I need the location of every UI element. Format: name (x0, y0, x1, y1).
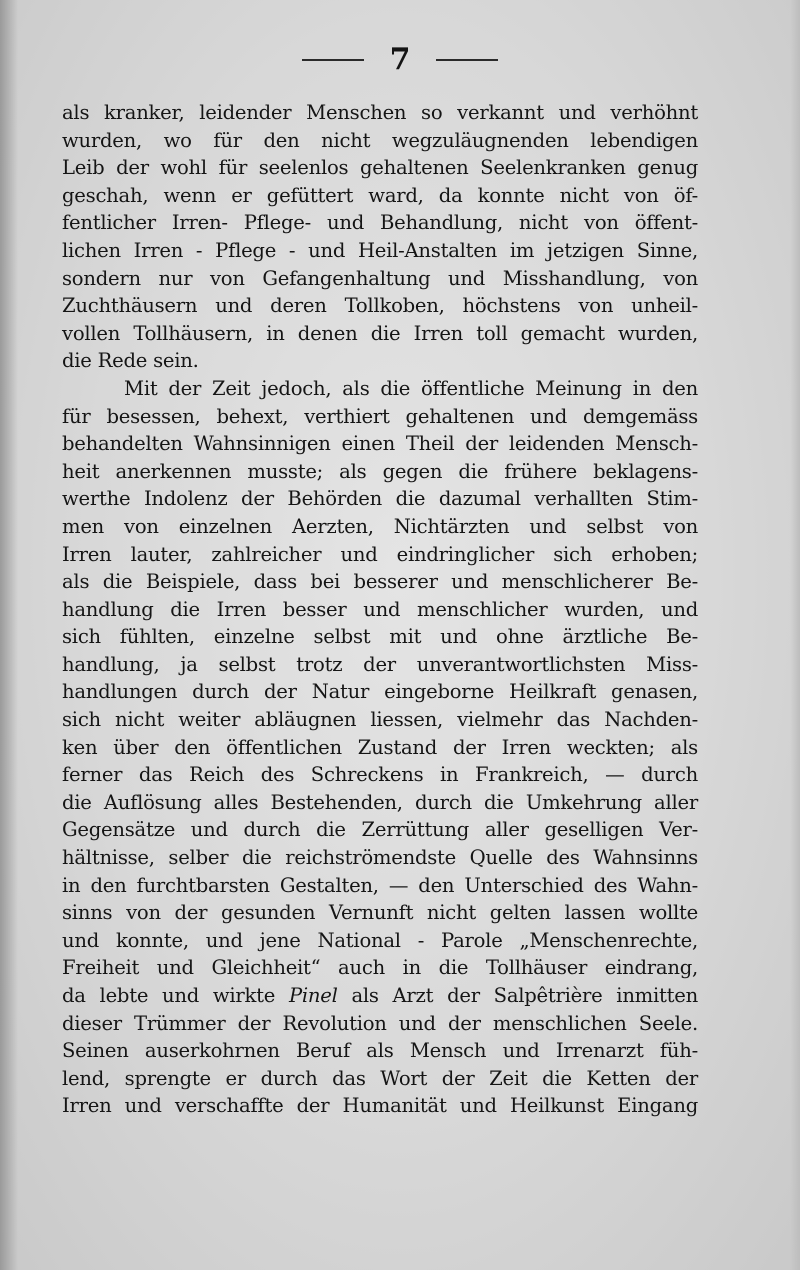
paragraph-2 (62, 375, 698, 1120)
text-line: handlungen durch der Natur eingeborne Heilkraft genasen, (62, 680, 698, 704)
emphasized-name: Pinel (288, 984, 338, 1007)
text-line: vollen Tollhäusern, in denen die Irren toll gemacht wurden, (62, 321, 698, 345)
page-header (0, 42, 800, 77)
text-line: lichen Irren - Pflege - und Heil-Anstalten im jetzigen Sinne, (62, 238, 698, 262)
text-line: lend, sprengte er durch das Wort der Zeit die Ketten der (62, 1066, 698, 1090)
body-text (62, 99, 698, 1120)
page-number: 7 (389, 42, 411, 77)
text-line: men von einzelnen Aerzten, Nichtärzten und selbst von (62, 514, 698, 538)
header-rule-right (436, 59, 498, 61)
text-line: sondern nur von Gefangenhaltung und Misshandlung, von (62, 266, 698, 290)
text-line: Mit der Zeit jedoch, als die öffentliche Meinung in den (124, 376, 698, 400)
text-line: hältnisse, selber die reichströmendste Quelle des Wahnsinns (62, 846, 698, 870)
text-line: und konnte, und jene National - Parole „Menschenrechte, (62, 928, 698, 952)
text-line: in den furchtbarsten Gestalten, — den Unterschied des Wahn- (62, 873, 698, 897)
text-line: die Auflösung alles Bestehenden, durch die Umkehrung aller (62, 790, 698, 814)
text-line: die Rede sein. (62, 349, 199, 373)
text-line: da lebte und wirkte Pinel als Arzt der Salpêtrière inmitten (62, 984, 698, 1007)
text-line: sich fühlten, einzelne selbst mit und ohne ärztliche Be- (62, 625, 698, 649)
text-line: Zuchthäusern und deren Tollkoben, höchstens von unheil- (62, 294, 698, 318)
text-line: sich nicht weiter abläugnen liessen, vielmehr das Nachden- (62, 708, 698, 732)
text-line: Leib der wohl für seelenlos gehaltenen Seelenkranken genug (62, 156, 698, 180)
text-line: behandelten Wahnsinnigen einen Theil der leidenden Mensch- (62, 432, 698, 456)
text-line: geschah, wenn er gefüttert ward, da konnte nicht von öf- (62, 183, 698, 207)
text-line: werthe Indolenz der Behörden die dazumal verhallten Stim- (62, 487, 698, 511)
text-line: fentlicher Irren- Pflege- und Behandlung, nicht von öffent- (62, 211, 698, 235)
text-line: handlung die Irren besser und menschlicher wurden, und (62, 597, 698, 621)
paragraph-1 (62, 99, 698, 375)
text-line: dieser Trümmer der Revolution und der menschlichen Seele. (62, 1011, 698, 1035)
text-line: sinns von der gesunden Vernunft nicht gelten lassen wollte (62, 901, 698, 925)
text-line: als kranker, leidender Menschen so verkannt und verhöhnt (62, 101, 698, 124)
text-line: ken über den öffentlichen Zustand der Irren weckten; als (62, 735, 698, 759)
text-line: für besessen, behext, verthiert gehaltenen und demgemäss (62, 404, 698, 428)
text-line: Seinen auserkohrnen Beruf als Mensch und Irrenarzt füh- (62, 1039, 698, 1063)
text-line: Freiheit und Gleichheit“ auch in die Tollhäuser eindrang, (62, 956, 698, 980)
header-rule-left (302, 59, 364, 61)
text-line: Irren lauter, zahlreicher und eindringlicher sich erhoben; (62, 542, 698, 566)
text-line: Irren und verschaffte der Humanität und Heilkunst Eingang (62, 1094, 698, 1118)
text-line: Gegensätze und durch die Zerrüttung aller geselligen Ver- (62, 818, 698, 842)
text-line: heit anerkennen musste; als gegen die frühere beklagens- (62, 459, 698, 483)
text-line: wurden, wo für den nicht wegzuläugnenden lebendigen (62, 128, 698, 152)
text-line: ferner das Reich des Schreckens in Frankreich, — durch (62, 763, 698, 787)
text-line: handlung, ja selbst trotz der unverantwortlichsten Miss- (62, 652, 698, 676)
text-line: als die Beispiele, dass bei besserer und menschlicherer Be- (62, 570, 698, 594)
